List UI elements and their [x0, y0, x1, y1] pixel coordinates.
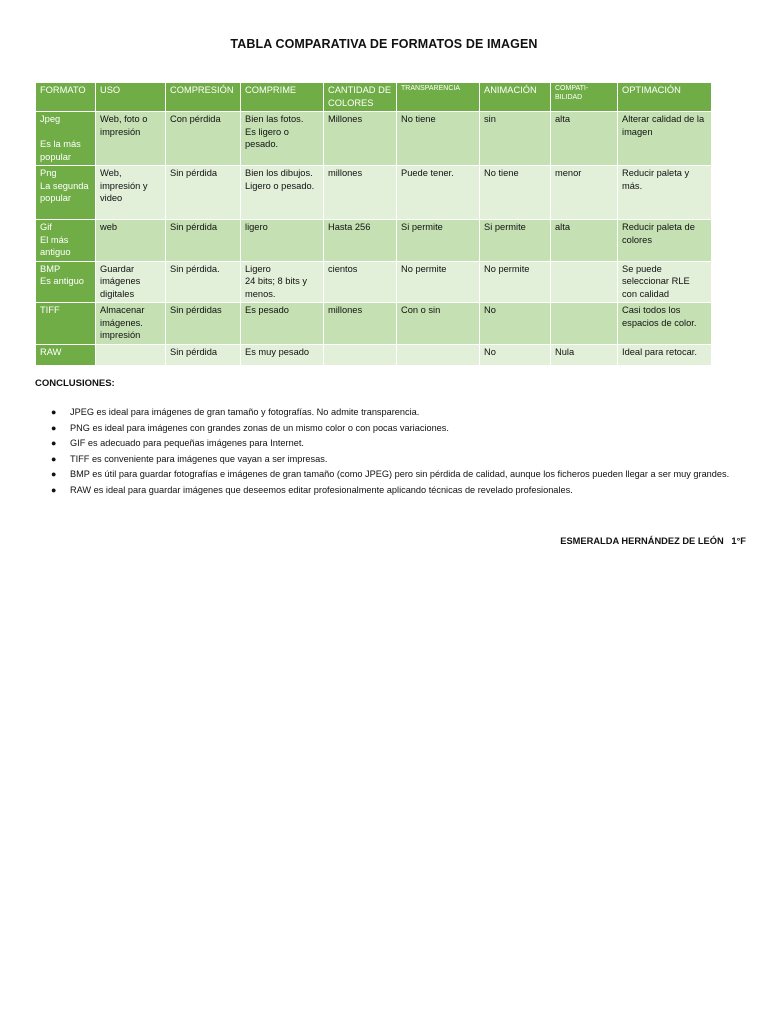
table-cell: Web, impresión y video [96, 166, 166, 220]
header-transparencia: TRANSPARENCIA [397, 83, 480, 112]
list-item [35, 421, 735, 437]
table-cell: RAW [36, 344, 96, 365]
table-cell: alta [551, 112, 618, 166]
table-cell: cientos [324, 261, 397, 303]
bullet-icon: ● [51, 469, 57, 479]
table-cell: Sin pérdida. [166, 261, 241, 303]
header-comprime: COMPRIME [241, 83, 324, 112]
table-cell [551, 261, 618, 303]
table-cell: Sin pérdida [166, 344, 241, 365]
conclusions-heading: CONCLUSIONES: [35, 378, 115, 389]
table-cell: No permite [397, 261, 480, 303]
table-cell: Ligero 24 bits; 8 bits y menos. [241, 261, 324, 303]
table-row-raw [36, 344, 712, 365]
conclusions-list [35, 405, 735, 498]
conclusion-text: TIFF es conveniente para imágenes que vayan a ser impresas. [70, 453, 328, 464]
table-cell: Es muy pesado [241, 344, 324, 365]
table-cell: Bien las fotos. Es ligero o pesado. [241, 112, 324, 166]
table-cell: Sin pérdidas [166, 303, 241, 345]
table-cell [551, 303, 618, 345]
table-cell: Si permite [480, 220, 551, 262]
table-cell: Es pesado [241, 303, 324, 345]
list-item [35, 436, 735, 452]
table-cell: Se puede seleccionar RLE con calidad [618, 261, 712, 303]
bullet-icon: ● [51, 407, 57, 417]
conclusion-text: PNG es ideal para imágenes con grandes zonas de un mismo color o con pocas variaciones. [70, 422, 449, 433]
table-row-bmp [36, 261, 712, 303]
list-item [35, 483, 735, 499]
table-cell: Bien los dibujos. Ligero o pesado. [241, 166, 324, 220]
table-cell: Millones [324, 112, 397, 166]
header-uso: USO [96, 83, 166, 112]
table-cell: Reducir paleta de colores [618, 220, 712, 262]
table-cell: Png La segunda popular [36, 166, 96, 220]
table-cell: TIFF [36, 303, 96, 345]
table-cell: Guardar imágenes digitales [96, 261, 166, 303]
table-cell: alta [551, 220, 618, 262]
table-row-tiff [36, 303, 712, 345]
table-cell: Web, foto o impresión [96, 112, 166, 166]
table-header-row [36, 83, 712, 112]
table-cell: Hasta 256 [324, 220, 397, 262]
table-cell: Con o sin [397, 303, 480, 345]
header-compresion: COMPRESIÓN [166, 83, 241, 112]
table-cell [397, 344, 480, 365]
table-cell: Sin pérdida [166, 220, 241, 262]
comparison-table [35, 82, 712, 366]
table-cell: Reducir paleta y más. [618, 166, 712, 220]
table-cell: millones [324, 303, 397, 345]
table-cell: Puede tener. [397, 166, 480, 220]
table-cell: web [96, 220, 166, 262]
table-cell: millones [324, 166, 397, 220]
table-cell: No permite [480, 261, 551, 303]
table-cell [324, 344, 397, 365]
conclusion-text: JPEG es ideal para imágenes de gran tamaño y fotografías. No admite transparencia. [70, 407, 420, 417]
bullet-icon: ● [51, 453, 57, 464]
table-cell: Jpeg Es la más popular [36, 112, 96, 166]
author-signature: ESMERALDA HERNÁNDEZ DE LEÓN 1°F [560, 536, 746, 546]
bullet-icon: ● [51, 484, 57, 495]
table-cell: Con pérdida [166, 112, 241, 166]
table-cell: Si permite [397, 220, 480, 262]
bullet-icon: ● [51, 438, 57, 448]
table-cell: Gif El más antiguo [36, 220, 96, 262]
table-row-gif [36, 220, 712, 262]
header-compatibilidad: COMPATI- BILIDAD [551, 83, 618, 112]
table-cell: No [480, 344, 551, 365]
conclusion-text: BMP es útil para guardar fotografías e imágenes de gran tamaño (como JPEG) pero sin pérdida de calidad, aunque los ficheros pueden llegar a ser muy grandes. [70, 469, 730, 479]
bullet-icon: ● [51, 422, 57, 433]
conclusion-text: GIF es adecuado para pequeñas imágenes para Internet. [70, 438, 304, 448]
list-item [35, 405, 735, 421]
header-optimacion: OPTIMACIÓN [618, 83, 712, 112]
comparison-table-container [35, 82, 711, 366]
header-formato: FORMATO [36, 83, 96, 112]
table-cell: No tiene [397, 112, 480, 166]
table-cell [96, 344, 166, 365]
page-title: TABLA COMPARATIVA DE FORMATOS DE IMAGEN [230, 37, 538, 51]
list-item [35, 467, 735, 483]
header-cantidad-colores: CANTIDAD DE COLORES [324, 83, 397, 112]
table-cell: Ideal para retocar. [618, 344, 712, 365]
table-cell: Alterar calidad de la imagen [618, 112, 712, 166]
table-cell: ligero [241, 220, 324, 262]
table-cell: No tiene [480, 166, 551, 220]
header-animacion: ANIMACIÓN [480, 83, 551, 112]
table-cell: BMP Es antiguo [36, 261, 96, 303]
table-cell: sin [480, 112, 551, 166]
table-cell: Casi todos los espacios de color. [618, 303, 712, 345]
table-row-png [36, 166, 712, 220]
list-item [35, 452, 735, 468]
table-row-jpeg [36, 112, 712, 166]
conclusion-text: RAW es ideal para guardar imágenes que deseemos editar profesionalmente aplicando técnicas de revelado profesionales. [70, 484, 573, 495]
table-cell: Almacenar imágenes. impresión [96, 303, 166, 345]
table-cell: No [480, 303, 551, 345]
table-cell: Sin pérdida [166, 166, 241, 220]
table-cell: menor [551, 166, 618, 220]
table-cell: Nula [551, 344, 618, 365]
